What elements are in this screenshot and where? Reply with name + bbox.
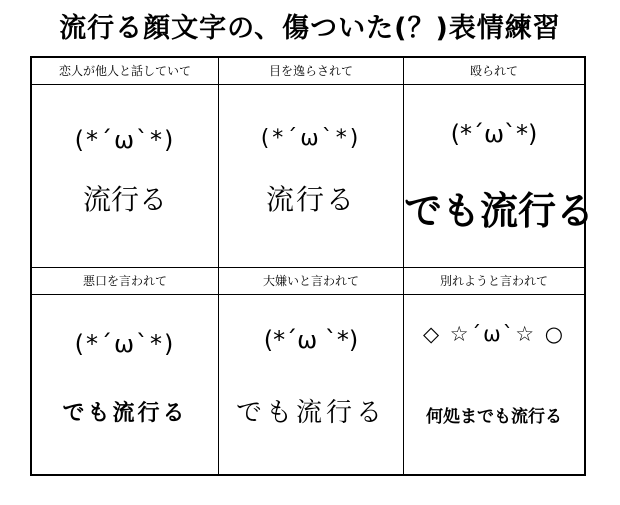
kaomoji: (*´ω`*) <box>260 126 362 151</box>
expression-cell <box>219 58 404 268</box>
cell-phrase: でも流行る <box>404 189 595 233</box>
cell-phrase: でも流行る <box>235 398 386 428</box>
cell-caption: 殴られて <box>404 58 584 85</box>
kaomoji: (*´ω`*) <box>74 126 176 154</box>
cell-caption: 悪口を言われて <box>32 268 218 295</box>
kaomoji: (*´ω `*) <box>263 326 359 354</box>
expression-cell <box>404 268 584 474</box>
cell-caption: 恋人が他人と話していて <box>32 58 218 85</box>
expression-cell <box>32 58 219 268</box>
cell-caption: 目を逸らされて <box>219 58 403 85</box>
page-title: 流行る顔文字の、傷ついた(？)表情練習 <box>59 13 561 44</box>
kaomoji: ◇ ☆´ω`☆ ○ <box>422 322 566 346</box>
expression-grid <box>30 56 595 476</box>
cell-phrase: 流行る <box>82 183 167 216</box>
cell-phrase: でも流行る <box>62 401 188 426</box>
cell-phrase: 流行る <box>265 183 356 216</box>
expression-cell <box>404 58 595 268</box>
cell-caption: 別れようと言われて <box>404 268 584 295</box>
cell-caption: 大嫌いと言われて <box>219 268 403 295</box>
expression-cell <box>32 268 219 474</box>
cell-phrase: 何処までも流行る <box>426 407 562 427</box>
kaomoji: (*´ω`*) <box>450 120 538 148</box>
expression-cell <box>219 268 404 474</box>
kaomoji: (*´ω`*) <box>74 330 176 358</box>
